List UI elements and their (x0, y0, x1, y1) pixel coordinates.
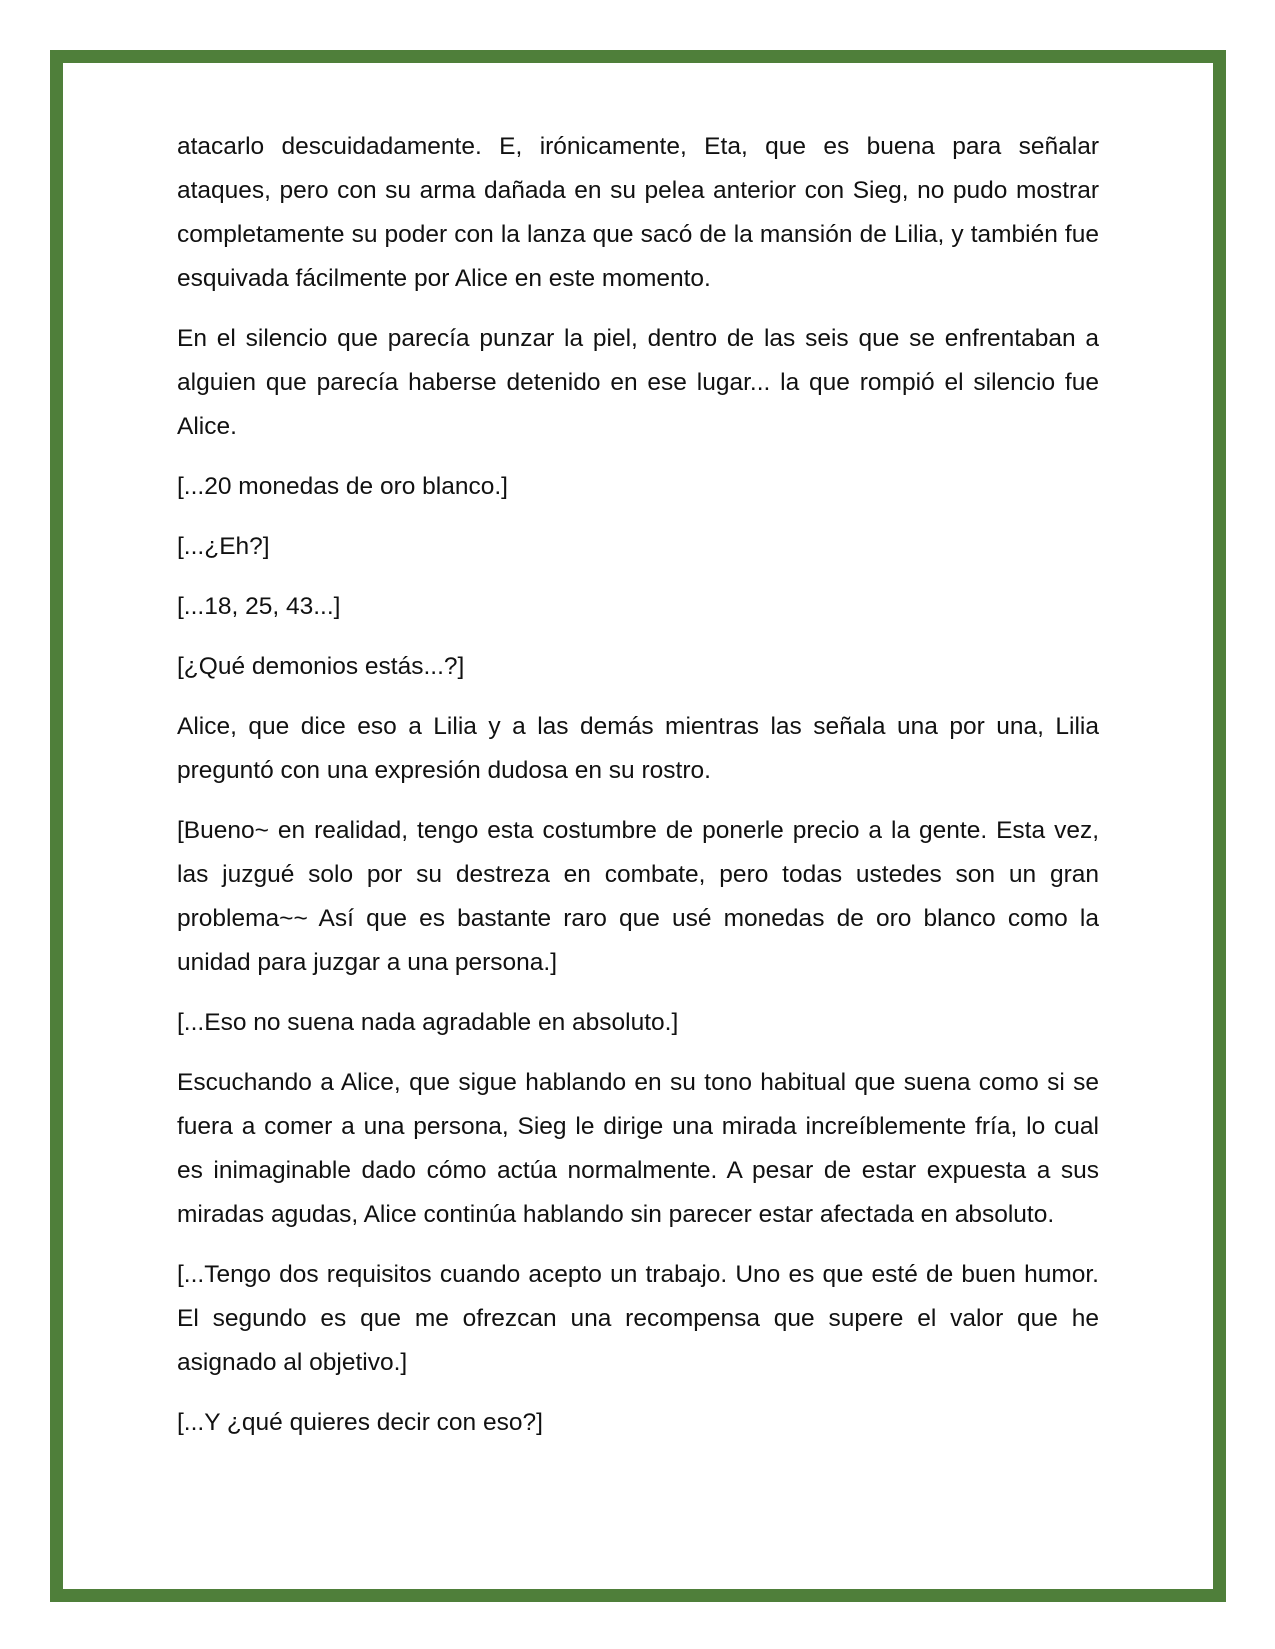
document-body (177, 125, 1099, 1461)
paragraph: [¿Qué demonios estás...?] (177, 653, 465, 680)
paragraph: [...¿Eh?] (177, 533, 270, 560)
paragraph: atacarlo descuidadamente. E, irónicamente, Eta, que es buena para señalar ataques, pero con su arma dañada en su pelea anterior con Sieg, no pudo mostrar completamente su poder con la lanza que sacó de la mansión de Lilia, y también fue esquivada fácilmente por Alice en este momento. (177, 133, 1099, 292)
paragraph: Alice, que dice eso a Lilia y a las demás mientras las señala una por una, Lilia preguntó con una expresión dudosa en su rostro. (177, 713, 1099, 784)
paragraph: Escuchando a Alice, que sigue hablando en su tono habitual que suena como si se fuera a comer a una persona, Sieg le dirige una mirada increíblemente fría, lo cual es inimaginable dado cómo actúa normalmente. A pesar de estar expuesta a sus miradas agudas, Alice continúa hablando sin parecer estar afectada en absoluto. (177, 1069, 1099, 1228)
paragraph: En el silencio que parecía punzar la piel, dentro de las seis que se enfrentaban a alguien que parecía haberse detenido en ese lugar... la que rompió el silencio fue Alice. (177, 325, 1099, 440)
paragraph: [...18, 25, 43...] (177, 593, 341, 620)
paragraph: [Bueno~ en realidad, tengo esta costumbre de ponerle precio a la gente. Esta vez, las juzgué solo por su destreza en combate, pero todas ustedes son un gran problema~~ Así que es bastante raro que usé monedas de oro blanco como la unidad para juzgar a una persona.] (177, 817, 1099, 976)
paragraph: [...Y ¿qué quieres decir con eso?] (177, 1409, 543, 1436)
paragraph: [...20 monedas de oro blanco.] (177, 473, 508, 500)
paragraph: [...Eso no suena nada agradable en absoluto.] (177, 1009, 679, 1036)
paragraph: [...Tengo dos requisitos cuando acepto un trabajo. Uno es que esté de buen humor. El segundo es que me ofrezcan una recompensa que supere el valor que he asignado al objetivo.] (177, 1261, 1099, 1376)
